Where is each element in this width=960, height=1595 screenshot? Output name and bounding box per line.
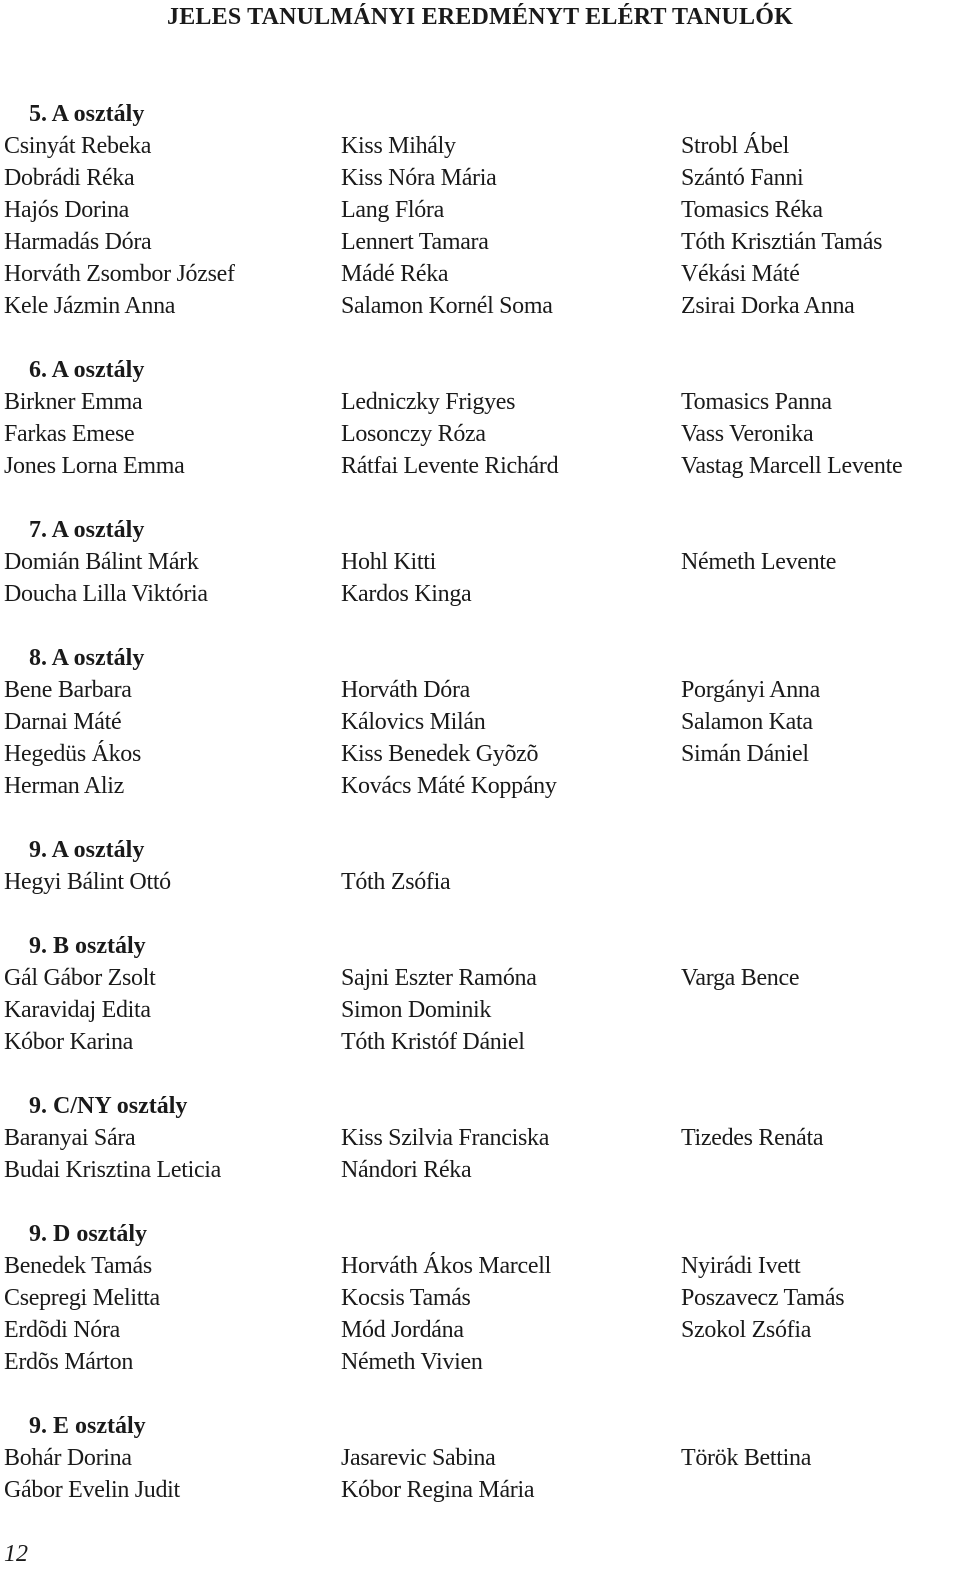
class-section — [4, 930, 956, 1058]
student-name: Kiss Szilvia Franciska — [341, 1125, 550, 1151]
class-section — [4, 1090, 956, 1186]
class-section — [4, 1410, 956, 1506]
student-name: Németh Vivien — [341, 1349, 483, 1375]
student-name: Vastag Marcell Levente — [681, 453, 903, 479]
student-name: Porgányi Anna — [681, 677, 820, 703]
student-name: Kocsis Tamás — [341, 1285, 471, 1311]
student-name: Bene Barbara — [4, 677, 132, 703]
student-name: Strobl Ábel — [681, 133, 790, 159]
student-name: Birkner Emma — [4, 389, 143, 415]
student-name: Simon Dominik — [341, 997, 492, 1023]
names-grid — [4, 130, 956, 322]
student-name: Csepregi Melitta — [4, 1285, 160, 1311]
student-name: Simán Dániel — [681, 741, 809, 767]
student-name: Salamon Kornél Soma — [341, 293, 553, 319]
class-section — [4, 642, 956, 802]
names-grid — [4, 866, 956, 898]
empty-cell — [681, 578, 956, 610]
student-name: Jones Lorna Emma — [4, 453, 185, 479]
student-name: Varga Bence — [681, 965, 800, 991]
student-name: Sajni Eszter Ramóna — [341, 965, 537, 991]
student-name: Vékási Máté — [681, 261, 800, 287]
names-grid — [4, 962, 956, 1058]
student-name: Ledniczky Frigyes — [341, 389, 516, 415]
names-grid — [4, 1442, 956, 1506]
class-heading: 8. A osztály — [29, 645, 145, 671]
empty-cell — [681, 994, 956, 1026]
class-heading: 9. B osztály — [29, 933, 146, 959]
student-name: Lennert Tamara — [341, 229, 489, 255]
student-name: Vass Veronika — [681, 421, 814, 447]
names-grid — [4, 546, 956, 610]
student-name: Rátfai Levente Richárd — [341, 453, 559, 479]
empty-cell — [681, 770, 956, 802]
student-name: Salamon Kata — [681, 709, 813, 735]
empty-cell — [681, 1026, 956, 1058]
student-name: Jasarevic Sabina — [341, 1445, 496, 1471]
student-name: Bohár Dorina — [4, 1445, 132, 1471]
student-name: Karavidaj Edita — [4, 997, 151, 1023]
names-grid — [4, 1250, 956, 1378]
student-name: Szántó Fanni — [681, 165, 804, 191]
student-name: Horváth Dóra — [341, 677, 471, 703]
student-name: Csinyát Rebeka — [4, 133, 152, 159]
student-name: Horváth Zsombor József — [4, 261, 235, 287]
student-name: Gábor Evelin Judit — [4, 1477, 180, 1503]
student-name: Domián Bálint Márk — [4, 549, 199, 575]
student-name: Tomasics Réka — [681, 197, 823, 223]
student-name: Hegedüs Ákos — [4, 741, 142, 767]
student-name: Kóbor Regina Mária — [341, 1477, 535, 1503]
student-name: Kálovics Milán — [341, 709, 486, 735]
student-name: Tóth Krisztián Tamás — [681, 229, 883, 255]
student-name: Kardos Kinga — [341, 581, 472, 607]
student-name: Hohl Kitti — [341, 549, 437, 575]
class-heading: 9. E osztály — [29, 1413, 146, 1439]
student-name: Losonczy Róza — [341, 421, 486, 447]
student-name: Török Bettina — [681, 1445, 812, 1471]
student-name: Gál Gábor Zsolt — [4, 965, 156, 991]
class-heading: 5. A osztály — [29, 101, 145, 127]
student-name: Kiss Mihály — [341, 133, 456, 159]
student-name: Kovács Máté Koppány — [341, 773, 557, 799]
student-name: Tóth Zsófia — [341, 869, 451, 895]
student-name: Szokol Zsófia — [681, 1317, 812, 1343]
student-name: Tóth Kristóf Dániel — [341, 1029, 525, 1055]
student-name: Harmadás Dóra — [4, 229, 152, 255]
student-name: Herman Aliz — [4, 773, 124, 799]
student-name: Doucha Lilla Viktória — [4, 581, 208, 607]
student-name: Hegyi Bálint Ottó — [4, 869, 171, 895]
page-number: 12 — [4, 1541, 28, 1567]
page-title: JELES TANULMÁNYI EREDMÉNYT ELÉRT TANULÓK — [167, 4, 793, 30]
student-name: Nándori Réka — [341, 1157, 472, 1183]
student-name: Kele Jázmin Anna — [4, 293, 176, 319]
student-name: Dobrádi Réka — [4, 165, 135, 191]
student-name: Budai Krisztina Leticia — [4, 1157, 222, 1183]
class-heading: 9. A osztály — [29, 837, 145, 863]
student-name: Nyirádi Ivett — [681, 1253, 801, 1279]
class-section — [4, 98, 956, 322]
student-name: Farkas Emese — [4, 421, 135, 447]
empty-cell — [681, 1346, 956, 1378]
class-section — [4, 354, 956, 482]
class-section — [4, 514, 956, 610]
empty-cell — [681, 1154, 956, 1186]
student-name: Németh Levente — [681, 549, 837, 575]
student-name: Hajós Dorina — [4, 197, 130, 223]
student-name: Tomasics Panna — [681, 389, 832, 415]
student-name: Kóbor Karina — [4, 1029, 134, 1055]
empty-cell — [681, 1474, 956, 1506]
student-name: Poszavecz Tamás — [681, 1285, 845, 1311]
student-name: Erdõs Márton — [4, 1349, 134, 1375]
student-name: Baranyai Sára — [4, 1125, 136, 1151]
names-grid — [4, 1122, 956, 1186]
student-list — [4, 98, 956, 1538]
student-name: Erdõdi Nóra — [4, 1317, 120, 1343]
class-section — [4, 1218, 956, 1378]
student-name: Zsirai Dorka Anna — [681, 293, 855, 319]
student-name: Kiss Benedek Gyõzõ — [341, 741, 539, 767]
class-heading: 9. C/NY osztály — [29, 1093, 188, 1119]
student-name: Benedek Tamás — [4, 1253, 152, 1279]
student-name: Tizedes Renáta — [681, 1125, 824, 1151]
student-name: Lang Flóra — [341, 197, 444, 223]
class-heading: 7. A osztály — [29, 517, 145, 543]
empty-cell — [681, 866, 956, 898]
class-heading: 9. D osztály — [29, 1221, 147, 1247]
student-name: Kiss Nóra Mária — [341, 165, 497, 191]
names-grid — [4, 674, 956, 802]
names-grid — [4, 386, 956, 482]
student-name: Horváth Ákos Marcell — [341, 1253, 551, 1279]
student-name: Mádé Réka — [341, 261, 449, 287]
class-section — [4, 834, 956, 898]
student-name: Darnai Máté — [4, 709, 122, 735]
class-heading: 6. A osztály — [29, 357, 145, 383]
student-name: Mód Jordána — [341, 1317, 464, 1343]
